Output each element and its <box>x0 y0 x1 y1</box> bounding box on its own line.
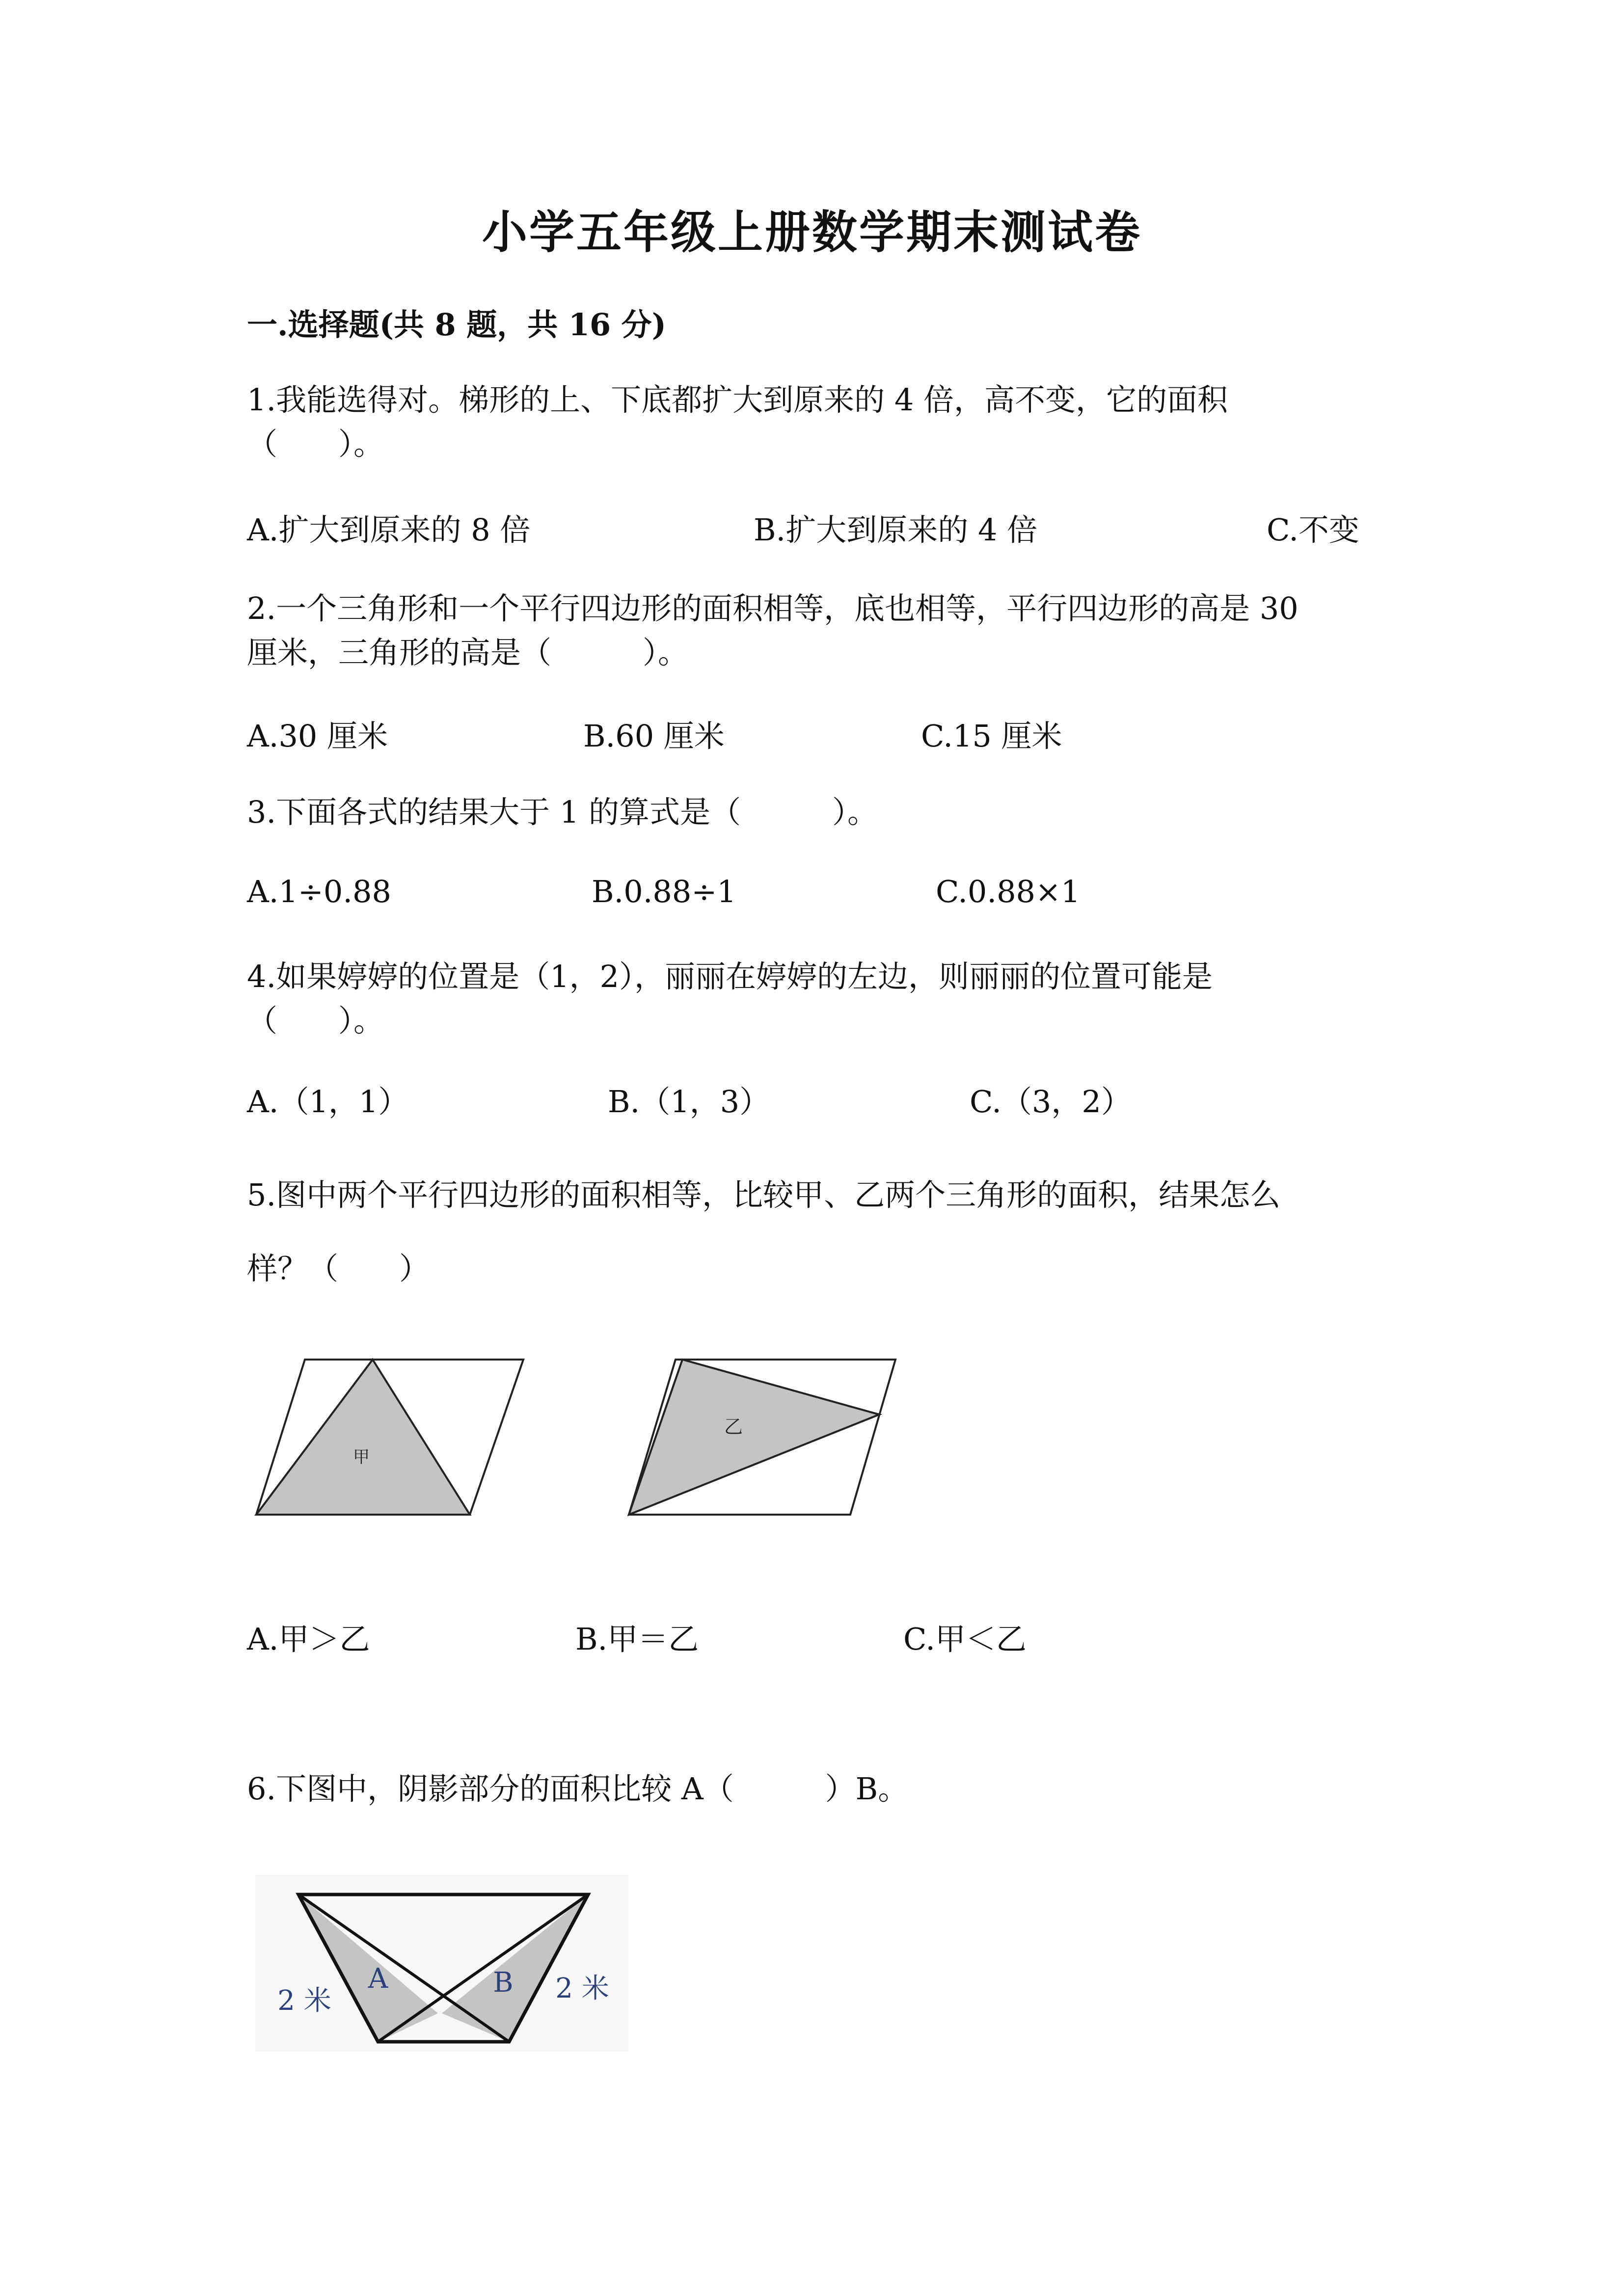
label-a: A <box>368 1963 388 1995</box>
question-3 <box>247 790 1386 834</box>
q2-option-b[interactable]: B.60 厘米 <box>583 718 725 754</box>
q6-figure <box>255 1875 638 2061</box>
question-1-line1: 1.我能选得对。梯形的上、下底都扩大到原来的 4 倍，高不变，它的面积 <box>247 382 1228 418</box>
question-4-line1: 4.如果婷婷的位置是（1，2），丽丽在婷婷的左边，则丽丽的位置可能是 <box>247 959 1213 994</box>
q1-option-a[interactable]: A.扩大到原来的 8 倍 <box>247 512 531 548</box>
q5-option-c[interactable]: C.甲＜乙 <box>903 1621 1027 1657</box>
parallelogram-yi <box>629 1360 895 1515</box>
label-jia: 甲 <box>353 1447 370 1467</box>
section-heading: 一.选择题(共 8 题，共 16 分) <box>247 307 667 343</box>
triangle-yi <box>629 1360 879 1515</box>
q5-option-b[interactable]: B.甲＝乙 <box>575 1621 699 1657</box>
label-yi: 乙 <box>724 1416 743 1438</box>
question-2-line2: 厘米，三角形的高是（ ）。 <box>247 635 689 670</box>
label-left-2m: 2 米 <box>277 1985 331 2017</box>
q2-option-a[interactable]: A.30 厘米 <box>247 718 388 754</box>
triangle-jia <box>256 1360 470 1515</box>
page-title: 小学五年级上册数学期末测试卷 <box>482 206 1142 259</box>
figure-background <box>255 1875 628 2052</box>
question-1-line2: （ ）。 <box>247 426 384 462</box>
question-5 <box>247 1158 1386 1306</box>
q4-option-c[interactable]: C.（3，2） <box>970 1084 1132 1120</box>
question-4 <box>247 955 1386 1043</box>
question-2-line1: 2.一个三角形和一个平行四边形的面积相等，底也相等，平行四边形的高是 30 <box>247 590 1299 626</box>
q1-option-c[interactable]: C.不变 <box>1267 512 1359 548</box>
q4-option-b[interactable]: B.（1，3） <box>608 1084 770 1120</box>
q3-option-c[interactable]: C.0.88×1 <box>936 874 1081 909</box>
parallelogram-jia <box>256 1360 523 1515</box>
question-6-line1: 6.下图中，阴影部分的面积比较 A（ ）B。 <box>247 1771 909 1807</box>
question-4-line2: （ ）。 <box>247 1003 384 1039</box>
q1-option-b[interactable]: B.扩大到原来的 4 倍 <box>754 512 1038 548</box>
question-6 <box>247 1767 1386 1811</box>
question-3-line1: 3.下面各式的结果大于 1 的算式是（ ）。 <box>247 794 878 830</box>
q3-option-b[interactable]: B.0.88÷1 <box>592 874 736 909</box>
q4-option-a[interactable]: A.（1，1） <box>247 1084 409 1120</box>
question-1 <box>247 378 1386 466</box>
question-5-line1: 5.图中两个平行四边形的面积相等，比较甲、乙两个三角形的面积，结果怎么 <box>247 1177 1281 1213</box>
q5-figure <box>250 1350 938 1546</box>
label-right-2m: 2 米 <box>555 1973 609 2004</box>
q5-option-a[interactable]: A.甲＞乙 <box>247 1621 370 1657</box>
question-2 <box>247 587 1386 675</box>
q2-option-c[interactable]: C.15 厘米 <box>921 718 1062 754</box>
q3-option-a[interactable]: A.1÷0.88 <box>247 874 391 909</box>
question-5-line2: 样？（ ） <box>247 1251 430 1286</box>
label-b: B <box>493 1967 514 1999</box>
